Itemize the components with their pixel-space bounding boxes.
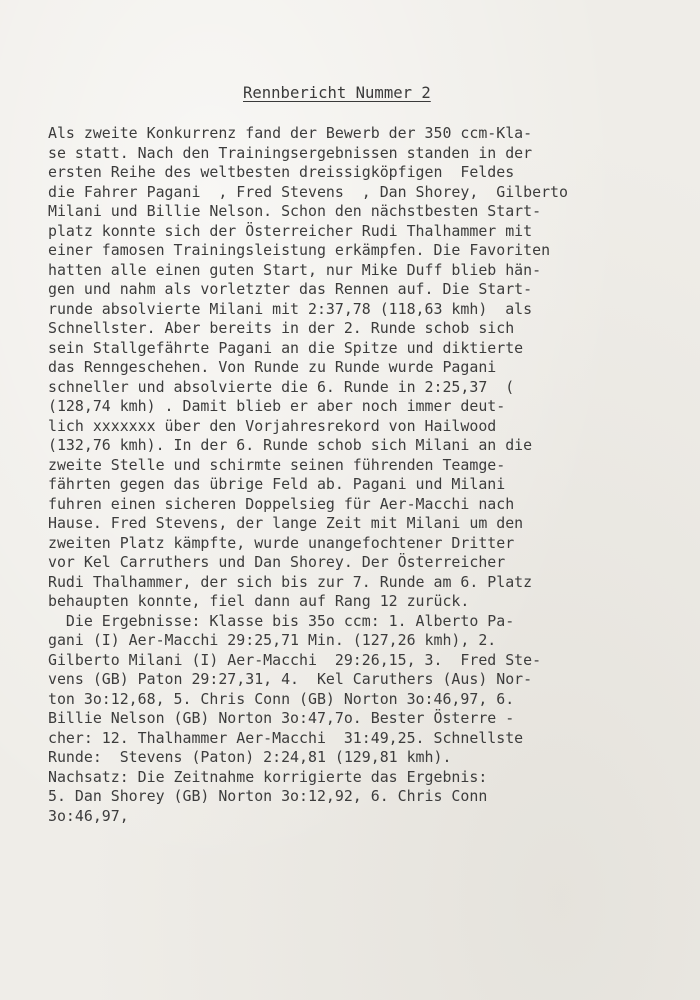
text-line: Die Ergebnisse: Klasse bis 35o ccm: 1. Alberto Pa- [48,611,515,630]
text-line: gani (I) Aer-Macchi 29:25,71 Min. (127,26 kmh), 2. [48,631,497,649]
text-line: (132,76 kmh). In der 6. Runde schob sich Milani an die [48,436,533,454]
text-line: Nachsatz: Die Zeitnahme korrigierte das Ergebnis: [48,767,488,786]
text-line: behaupten konnte, fiel dann auf Rang 12 zurück. [48,592,470,610]
text-line: se statt. Nach den Trainingsergebnissen standen in der [48,143,533,162]
text-line: lich xxxxxxx über den Vorjahresrekord von Hailwood [48,416,497,435]
text-line: einer famosen Trainingsleistung erkämpfen. Die Favoriten [48,241,551,259]
text-line: ton 3o:12,68, 5. Chris Conn (GB) Norton 3o:46,97, 6. [48,689,515,708]
text-line: zweiten Platz kämpfte, wurde unangefochtener Dritter [48,533,515,552]
text-line: gen und nahm als vorletzter das Rennen auf. Die Start- [48,280,533,298]
text-line: 3o:46,97, [48,806,129,825]
text-line: ersten Reihe des weltbesten dreissigköpfigen Feldes [48,163,515,181]
text-line: vens (GB) Paton 29:27,31, 4. Kel Caruthers (Aus) Nor- [48,670,533,688]
text-line: das Renngeschehen. Von Runde zu Runde wurde Pagani [48,358,497,376]
text-line: hatten alle einen guten Start, nur Mike Duff blieb hän- [48,260,542,279]
text-line: Billie Nelson (GB) Norton 3o:47,7o. Bester Österre - [48,709,515,727]
text-line: Runde: Stevens (Paton) 2:24,81 (129,81 kmh). [48,748,452,766]
text-line: platz konnte sich der Österreicher Rudi Thalhammer mit [48,221,533,240]
text-line: fährten gegen das übrige Feld ab. Pagani und Milani [48,475,506,493]
text-line: Als zweite Konkurrenz fand der Bewerb der 350 ccm-Kla- [48,124,533,142]
document-title: Rennbericht Nummer 2 [243,84,431,102]
text-line: vor Kel Carruthers und Dan Shorey. Der Österreicher [48,553,506,571]
text-line: schneller und absolvierte die 6. Runde in 2:25,37 ( [48,377,515,396]
document-body [48,124,568,826]
text-line: (128,74 kmh) . Damit blieb er aber noch immer deut- [48,397,506,415]
text-line: Schnellster. Aber bereits in der 2. Runde schob sich [48,319,515,337]
text-line: Gilberto Milani (I) Aer-Macchi 29:26,15, 3. Fred Ste- [48,650,542,669]
text-line: Milani und Billie Nelson. Schon den nächstbesten Start- [48,202,542,220]
text-line: Rudi Thalhammer, der sich bis zur 7. Runde am 6. Platz [48,572,533,591]
text-line: runde absolvierte Milani mit 2:37,78 (118,63 kmh) als [48,299,533,318]
text-line: die Fahrer Pagani , Fred Stevens , Dan Shorey, Gilberto [48,182,568,201]
text-line: sein Stallgefährte Pagani an die Spitze und diktierte [48,338,524,357]
text-line: cher: 12. Thalhammer Aer-Macchi 31:49,25. Schnellste [48,728,524,747]
text-line: zweite Stelle und schirmte seinen führenden Teamge- [48,455,506,474]
text-line: 5. Dan Shorey (GB) Norton 3o:12,92, 6. Chris Conn [48,787,488,805]
text-line: fuhren einen sicheren Doppelsieg für Aer-Macchi nach [48,494,515,513]
text-line: Hause. Fred Stevens, der lange Zeit mit Milani um den [48,514,524,532]
